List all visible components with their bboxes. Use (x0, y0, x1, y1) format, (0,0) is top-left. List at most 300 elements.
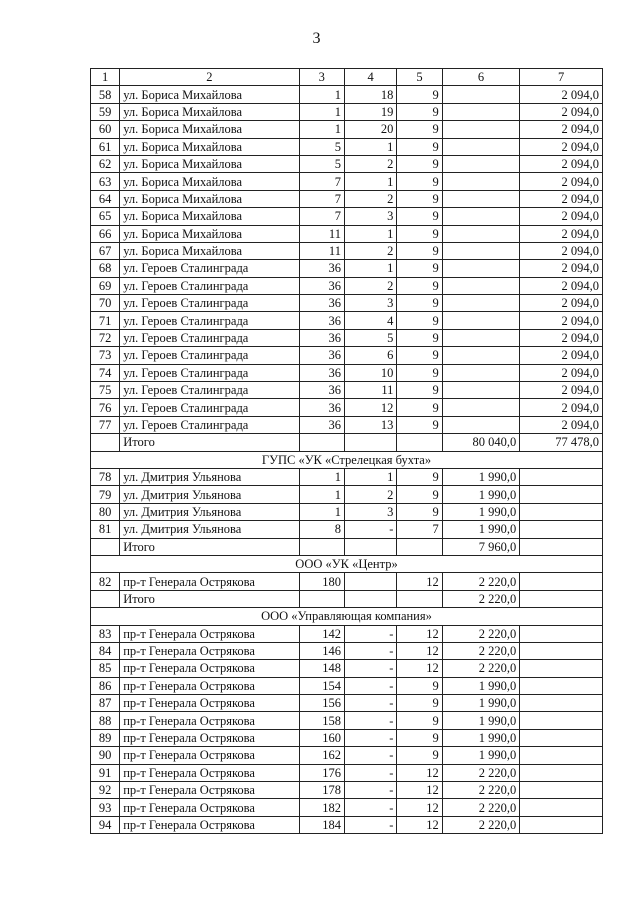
cell-col-2: ул. Бориса Михайлова (120, 190, 299, 207)
cell-col-7: 2 094,0 (520, 364, 603, 381)
table-row (91, 729, 603, 746)
cell-col-5: 12 (397, 573, 442, 590)
cell-col-7 (520, 695, 603, 712)
total-row (91, 538, 603, 555)
cell-col-3: 148 (299, 660, 344, 677)
cell-col-5: 9 (397, 225, 442, 242)
cell-col-6 (442, 329, 520, 346)
cell-col-4: - (344, 642, 396, 659)
table-row (91, 138, 603, 155)
cell-col-6: 2 220,0 (442, 660, 520, 677)
cell-col-4 (344, 434, 396, 451)
cell-col-7: 2 094,0 (520, 173, 603, 190)
cell-col-5: 12 (397, 782, 442, 799)
cell-col-7: 2 094,0 (520, 329, 603, 346)
cell-col-1: 58 (91, 86, 120, 103)
cell-col-6: 7 960,0 (442, 538, 520, 555)
cell-col-3: 162 (299, 747, 344, 764)
table-row (91, 677, 603, 694)
cell-col-3: 1 (299, 121, 344, 138)
cell-col-5: 9 (397, 503, 442, 520)
cell-col-2: ул. Бориса Михайлова (120, 155, 299, 172)
table-row (91, 312, 603, 329)
cell-col-5 (397, 590, 442, 607)
table-row (91, 260, 603, 277)
table-row (91, 329, 603, 346)
cell-col-7 (520, 642, 603, 659)
header-col-1: 1 (91, 69, 120, 86)
cell-col-3: 11 (299, 225, 344, 242)
table-header-row (91, 69, 603, 86)
cell-col-1: 85 (91, 660, 120, 677)
cell-col-7: 2 094,0 (520, 190, 603, 207)
cell-col-2: ул. Героев Сталинграда (120, 347, 299, 364)
table-row (91, 208, 603, 225)
cell-col-6: 2 220,0 (442, 799, 520, 816)
cell-col-1: 89 (91, 729, 120, 746)
cell-col-6 (442, 364, 520, 381)
cell-col-3: 180 (299, 573, 344, 590)
cell-col-7 (520, 538, 603, 555)
cell-col-2: пр-т Генерала Острякова (120, 660, 299, 677)
cell-col-4 (344, 573, 396, 590)
cell-col-1: 76 (91, 399, 120, 416)
cell-col-2: ул. Бориса Михайлова (120, 121, 299, 138)
cell-col-4: 11 (344, 382, 396, 399)
cell-col-5: 9 (397, 399, 442, 416)
cell-col-5: 9 (397, 695, 442, 712)
cell-col-7 (520, 747, 603, 764)
cell-col-7: 2 094,0 (520, 86, 603, 103)
cell-col-3: 5 (299, 138, 344, 155)
cell-col-1: 93 (91, 799, 120, 816)
cell-col-2: пр-т Генерала Острякова (120, 764, 299, 781)
cell-col-6: 2 220,0 (442, 782, 520, 799)
cell-col-7: 2 094,0 (520, 399, 603, 416)
cell-col-3: 1 (299, 86, 344, 103)
cell-col-5: 9 (397, 295, 442, 312)
cell-col-4: - (344, 729, 396, 746)
cell-col-6 (442, 416, 520, 433)
cell-col-6 (442, 103, 520, 120)
cell-col-7: 2 094,0 (520, 208, 603, 225)
cell-col-3 (299, 538, 344, 555)
table-row (91, 660, 603, 677)
cell-col-6: 1 990,0 (442, 677, 520, 694)
cell-col-5: 9 (397, 677, 442, 694)
cell-col-6 (442, 347, 520, 364)
cell-col-5: 9 (397, 468, 442, 485)
table-row (91, 642, 603, 659)
cell-col-5: 9 (397, 173, 442, 190)
table-row (91, 399, 603, 416)
cell-col-1: 71 (91, 312, 120, 329)
cell-col-1 (91, 590, 120, 607)
cell-col-6 (442, 138, 520, 155)
cell-col-5 (397, 538, 442, 555)
cell-col-6 (442, 382, 520, 399)
table-row (91, 155, 603, 172)
cell-col-3: 1 (299, 468, 344, 485)
cell-col-1: 68 (91, 260, 120, 277)
cell-col-1: 92 (91, 782, 120, 799)
header-col-2: 2 (120, 69, 299, 86)
cell-col-5: 9 (397, 277, 442, 294)
cell-col-4: 13 (344, 416, 396, 433)
cell-col-3: 36 (299, 399, 344, 416)
cell-col-3: 36 (299, 277, 344, 294)
cell-col-5: 9 (397, 747, 442, 764)
cell-col-7 (520, 677, 603, 694)
table-row (91, 799, 603, 816)
cell-col-5: 9 (397, 486, 442, 503)
cell-col-5: 12 (397, 764, 442, 781)
cell-col-2: пр-т Генерала Острякова (120, 677, 299, 694)
cell-col-4: - (344, 660, 396, 677)
total-row (91, 590, 603, 607)
cell-col-6 (442, 225, 520, 242)
table-row (91, 486, 603, 503)
cell-col-2: ул. Бориса Михайлова (120, 138, 299, 155)
cell-col-7: 2 094,0 (520, 121, 603, 138)
cell-col-3: 156 (299, 695, 344, 712)
cell-col-2: ул. Героев Сталинграда (120, 312, 299, 329)
header-col-4: 4 (344, 69, 396, 86)
cell-col-6: 1 990,0 (442, 486, 520, 503)
cell-col-2: ул. Бориса Михайлова (120, 103, 299, 120)
table-row (91, 347, 603, 364)
cell-col-6: 2 220,0 (442, 764, 520, 781)
cell-col-7: 2 094,0 (520, 347, 603, 364)
section-title: ООО «Управляющая компания» (91, 608, 603, 625)
total-row (91, 434, 603, 451)
cell-col-6 (442, 312, 520, 329)
cell-col-3: 36 (299, 364, 344, 381)
cell-col-5: 9 (397, 382, 442, 399)
cell-col-6 (442, 190, 520, 207)
cell-col-1: 78 (91, 468, 120, 485)
cell-col-4: 5 (344, 329, 396, 346)
cell-col-2: ул. Бориса Михайлова (120, 225, 299, 242)
cell-col-5: 12 (397, 816, 442, 833)
cell-col-7: 2 094,0 (520, 225, 603, 242)
cell-col-7: 2 094,0 (520, 295, 603, 312)
cell-col-4: - (344, 747, 396, 764)
cell-col-4: 1 (344, 225, 396, 242)
table-row (91, 747, 603, 764)
cell-col-2: пр-т Генерала Острякова (120, 816, 299, 833)
cell-col-5: 9 (397, 208, 442, 225)
cell-col-3: 146 (299, 642, 344, 659)
header-col-5: 5 (397, 69, 442, 86)
cell-col-7: 2 094,0 (520, 138, 603, 155)
cell-col-5: 9 (397, 86, 442, 103)
cell-col-7 (520, 503, 603, 520)
cell-col-2: ул. Героев Сталинграда (120, 399, 299, 416)
table-row (91, 573, 603, 590)
cell-col-7 (520, 468, 603, 485)
cell-col-2: пр-т Генерала Острякова (120, 729, 299, 746)
cell-col-4: - (344, 695, 396, 712)
cell-col-6 (442, 399, 520, 416)
cell-col-7 (520, 782, 603, 799)
cell-col-4: 2 (344, 277, 396, 294)
cell-col-3: 184 (299, 816, 344, 833)
cell-col-6: 2 220,0 (442, 816, 520, 833)
cell-col-4: 3 (344, 295, 396, 312)
table-row (91, 416, 603, 433)
cell-col-3: 36 (299, 329, 344, 346)
cell-col-4 (344, 538, 396, 555)
cell-col-3 (299, 590, 344, 607)
cell-col-6 (442, 155, 520, 172)
cell-col-2: Итого (120, 590, 299, 607)
cell-col-4: 12 (344, 399, 396, 416)
cell-col-1: 83 (91, 625, 120, 642)
cell-col-7 (520, 660, 603, 677)
cell-col-3: 36 (299, 260, 344, 277)
cell-col-1: 64 (91, 190, 120, 207)
table-row (91, 695, 603, 712)
cell-col-1: 90 (91, 747, 120, 764)
housing-table (90, 68, 603, 834)
cell-col-3: 36 (299, 382, 344, 399)
cell-col-6 (442, 121, 520, 138)
table-row (91, 173, 603, 190)
cell-col-7: 2 094,0 (520, 312, 603, 329)
cell-col-6: 2 220,0 (442, 642, 520, 659)
cell-col-1: 59 (91, 103, 120, 120)
table-row (91, 503, 603, 520)
cell-col-4: 2 (344, 242, 396, 259)
cell-col-7: 77 478,0 (520, 434, 603, 451)
cell-col-5: 12 (397, 799, 442, 816)
cell-col-4: 10 (344, 364, 396, 381)
cell-col-1: 72 (91, 329, 120, 346)
cell-col-5: 12 (397, 660, 442, 677)
cell-col-5: 9 (397, 103, 442, 120)
cell-col-3: 158 (299, 712, 344, 729)
cell-col-1: 74 (91, 364, 120, 381)
cell-col-2: ул. Героев Сталинграда (120, 295, 299, 312)
cell-col-4: 2 (344, 190, 396, 207)
cell-col-4: 18 (344, 86, 396, 103)
cell-col-1: 73 (91, 347, 120, 364)
cell-col-6: 1 990,0 (442, 729, 520, 746)
cell-col-6: 1 990,0 (442, 521, 520, 538)
cell-col-4: - (344, 782, 396, 799)
page-number: 3 (312, 30, 321, 47)
cell-col-2: пр-т Генерала Острякова (120, 747, 299, 764)
cell-col-1: 66 (91, 225, 120, 242)
table-row (91, 521, 603, 538)
table-row (91, 816, 603, 833)
cell-col-5: 9 (397, 242, 442, 259)
cell-col-4: 3 (344, 503, 396, 520)
section-title: ГУПС «УК «Стрелецкая бухта» (91, 451, 603, 468)
cell-col-3: 142 (299, 625, 344, 642)
cell-col-3 (299, 434, 344, 451)
cell-col-7: 2 094,0 (520, 277, 603, 294)
cell-col-3: 1 (299, 503, 344, 520)
cell-col-4: - (344, 712, 396, 729)
cell-col-1: 80 (91, 503, 120, 520)
cell-col-7 (520, 625, 603, 642)
cell-col-6: 1 990,0 (442, 503, 520, 520)
cell-col-1: 67 (91, 242, 120, 259)
cell-col-2: пр-т Генерала Острякова (120, 642, 299, 659)
cell-col-1: 94 (91, 816, 120, 833)
cell-col-2: Итого (120, 434, 299, 451)
table-row (91, 190, 603, 207)
cell-col-3: 36 (299, 312, 344, 329)
cell-col-6: 2 220,0 (442, 590, 520, 607)
cell-col-1: 82 (91, 573, 120, 590)
table-row (91, 468, 603, 485)
table-row (91, 121, 603, 138)
cell-col-3: 160 (299, 729, 344, 746)
cell-col-4: - (344, 799, 396, 816)
cell-col-6: 80 040,0 (442, 434, 520, 451)
cell-col-7: 2 094,0 (520, 382, 603, 399)
cell-col-2: пр-т Генерала Острякова (120, 625, 299, 642)
table-row (91, 712, 603, 729)
header-col-7: 7 (520, 69, 603, 86)
cell-col-3: 176 (299, 764, 344, 781)
cell-col-3: 11 (299, 242, 344, 259)
cell-col-7 (520, 816, 603, 833)
cell-col-6 (442, 295, 520, 312)
cell-col-2: ул. Героев Сталинграда (120, 329, 299, 346)
cell-col-4: - (344, 816, 396, 833)
cell-col-3: 182 (299, 799, 344, 816)
cell-col-5: 9 (397, 155, 442, 172)
cell-col-7: 2 094,0 (520, 103, 603, 120)
section-header-row (91, 451, 603, 468)
cell-col-3: 1 (299, 486, 344, 503)
table-row (91, 782, 603, 799)
cell-col-7 (520, 590, 603, 607)
cell-col-6 (442, 260, 520, 277)
cell-col-5: 9 (397, 121, 442, 138)
cell-col-4: 3 (344, 208, 396, 225)
cell-col-5: 9 (397, 729, 442, 746)
cell-col-1: 87 (91, 695, 120, 712)
table-row (91, 225, 603, 242)
cell-col-2: ул. Дмитрия Ульянова (120, 503, 299, 520)
cell-col-6: 2 220,0 (442, 573, 520, 590)
cell-col-7 (520, 521, 603, 538)
cell-col-2: пр-т Генерала Острякова (120, 695, 299, 712)
cell-col-7: 2 094,0 (520, 242, 603, 259)
cell-col-2: пр-т Генерала Острякова (120, 573, 299, 590)
table-row (91, 625, 603, 642)
cell-col-2: ул. Героев Сталинграда (120, 364, 299, 381)
cell-col-5: 9 (397, 138, 442, 155)
cell-col-5: 9 (397, 312, 442, 329)
cell-col-6 (442, 277, 520, 294)
cell-col-2: пр-т Генерала Острякова (120, 712, 299, 729)
cell-col-5: 9 (397, 364, 442, 381)
header-col-3: 3 (299, 69, 344, 86)
cell-col-2: Итого (120, 538, 299, 555)
cell-col-5: 9 (397, 347, 442, 364)
cell-col-1: 86 (91, 677, 120, 694)
cell-col-3: 5 (299, 155, 344, 172)
cell-col-4: - (344, 764, 396, 781)
cell-col-4: 20 (344, 121, 396, 138)
cell-col-5: 7 (397, 521, 442, 538)
cell-col-7: 2 094,0 (520, 155, 603, 172)
cell-col-1: 69 (91, 277, 120, 294)
cell-col-3: 36 (299, 416, 344, 433)
cell-col-7 (520, 712, 603, 729)
cell-col-6 (442, 208, 520, 225)
cell-col-4: - (344, 677, 396, 694)
cell-col-1: 91 (91, 764, 120, 781)
table-row (91, 364, 603, 381)
cell-col-2: ул. Героев Сталинграда (120, 382, 299, 399)
cell-col-5: 9 (397, 329, 442, 346)
cell-col-7: 2 094,0 (520, 416, 603, 433)
cell-col-4: 1 (344, 173, 396, 190)
cell-col-7 (520, 799, 603, 816)
section-header-row (91, 555, 603, 572)
cell-col-1: 61 (91, 138, 120, 155)
cell-col-3: 36 (299, 295, 344, 312)
table-row (91, 277, 603, 294)
cell-col-1: 62 (91, 155, 120, 172)
cell-col-3: 7 (299, 173, 344, 190)
cell-col-1: 75 (91, 382, 120, 399)
cell-col-3: 178 (299, 782, 344, 799)
cell-col-7 (520, 486, 603, 503)
cell-col-4: 1 (344, 138, 396, 155)
cell-col-5: 9 (397, 712, 442, 729)
table-row (91, 242, 603, 259)
cell-col-6 (442, 173, 520, 190)
cell-col-6: 1 990,0 (442, 695, 520, 712)
section-header-row (91, 608, 603, 625)
cell-col-7 (520, 573, 603, 590)
cell-col-4: - (344, 625, 396, 642)
cell-col-4: 19 (344, 103, 396, 120)
cell-col-3: 36 (299, 347, 344, 364)
cell-col-2: ул. Дмитрия Ульянова (120, 521, 299, 538)
cell-col-3: 7 (299, 208, 344, 225)
cell-col-4: 1 (344, 260, 396, 277)
cell-col-1 (91, 538, 120, 555)
cell-col-5 (397, 434, 442, 451)
cell-col-2: ул. Героев Сталинграда (120, 277, 299, 294)
cell-col-6: 1 990,0 (442, 712, 520, 729)
cell-col-2: ул. Бориса Михайлова (120, 242, 299, 259)
cell-col-4: 6 (344, 347, 396, 364)
cell-col-4 (344, 590, 396, 607)
cell-col-5: 9 (397, 416, 442, 433)
table-row (91, 295, 603, 312)
cell-col-1: 88 (91, 712, 120, 729)
table-row (91, 764, 603, 781)
cell-col-1: 63 (91, 173, 120, 190)
cell-col-5: 9 (397, 190, 442, 207)
section-title: ООО «УК «Центр» (91, 555, 603, 572)
cell-col-1: 77 (91, 416, 120, 433)
cell-col-6: 1 990,0 (442, 747, 520, 764)
cell-col-6: 2 220,0 (442, 625, 520, 642)
cell-col-4: 1 (344, 468, 396, 485)
cell-col-1: 79 (91, 486, 120, 503)
